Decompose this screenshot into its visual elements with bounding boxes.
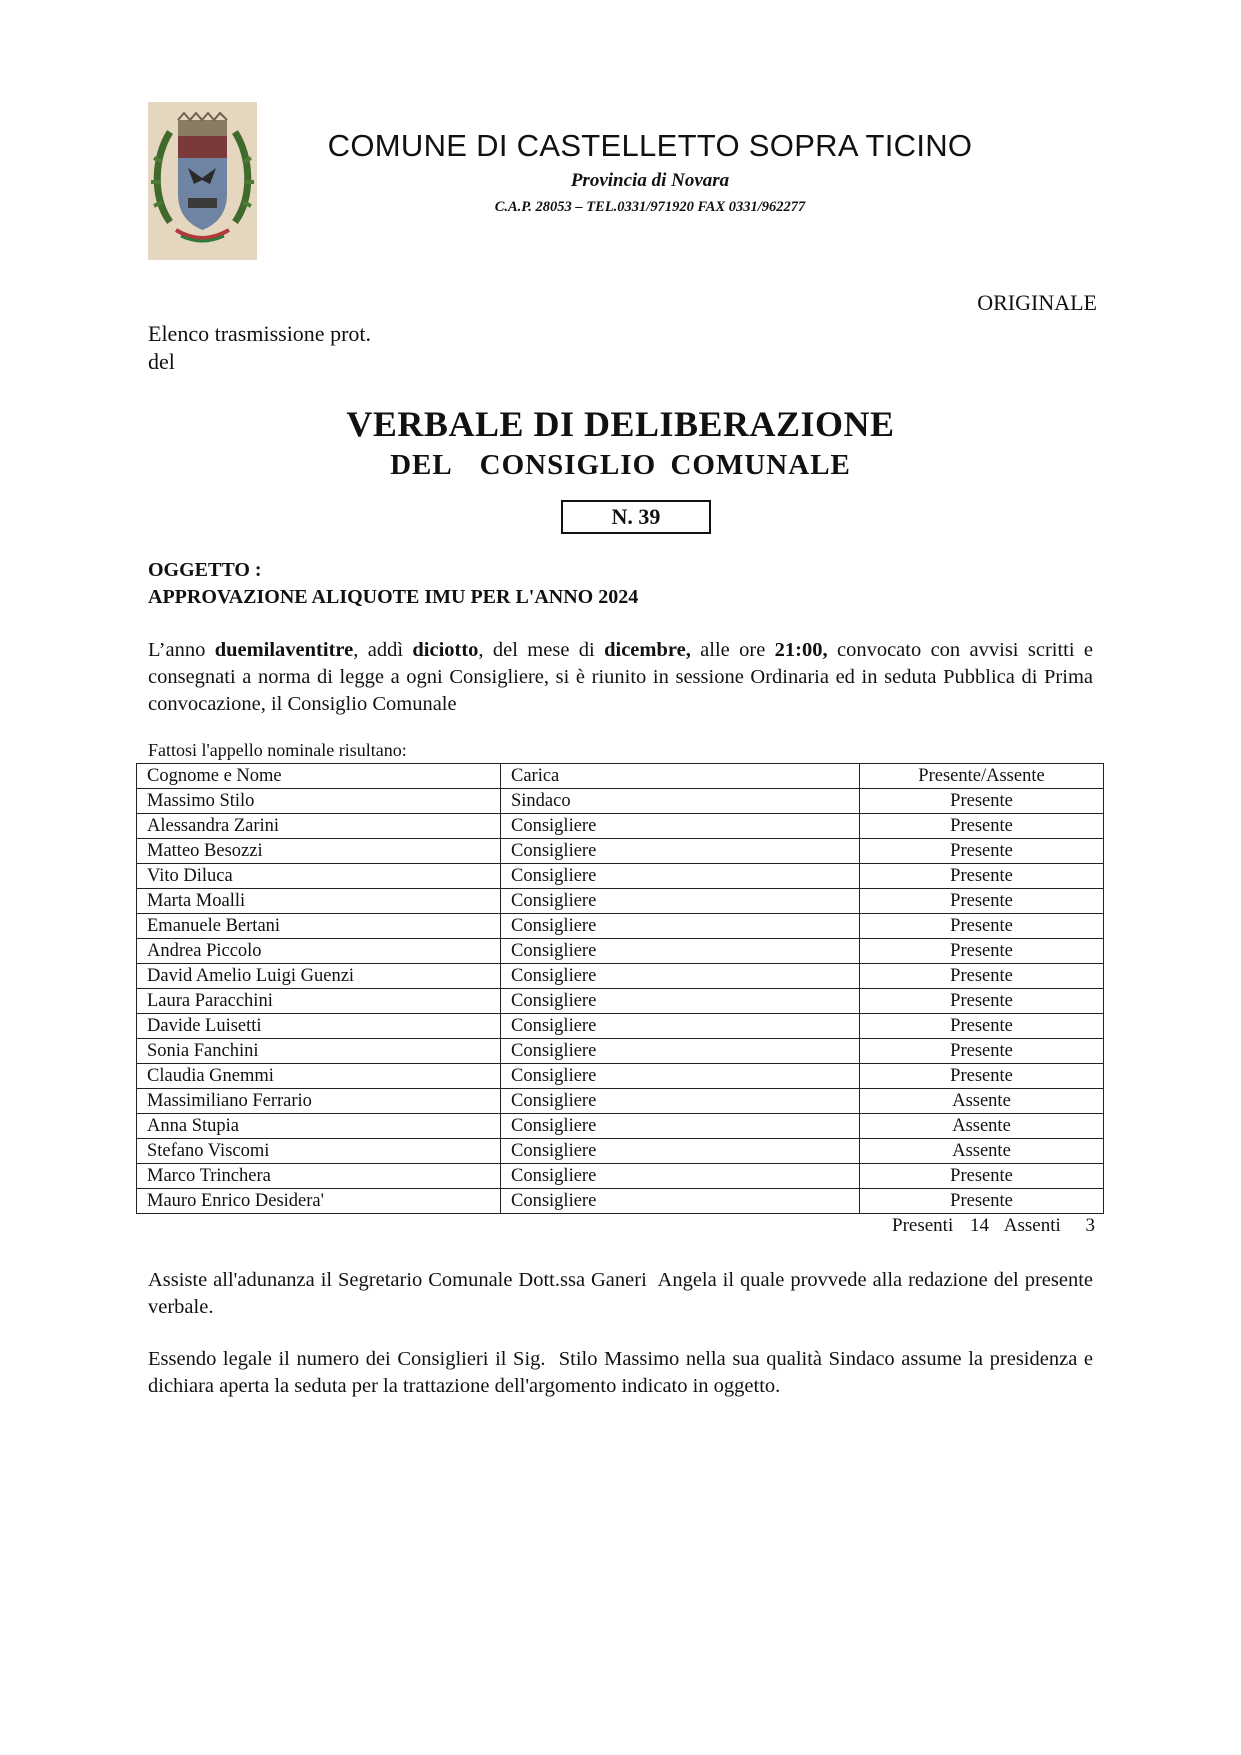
member-role: Consigliere bbox=[501, 939, 860, 964]
member-name: Massimiliano Ferrario bbox=[137, 1089, 501, 1114]
header-cognome-nome: Cognome e Nome bbox=[137, 764, 501, 789]
member-role: Consigliere bbox=[501, 1064, 860, 1089]
member-role: Consigliere bbox=[501, 1039, 860, 1064]
member-name: David Amelio Luigi Guenzi bbox=[137, 964, 501, 989]
member-attendance: Presente bbox=[860, 1014, 1104, 1039]
oggetto-text: APPROVAZIONE ALIQUOTE IMU PER L'ANNO 2024 bbox=[148, 586, 639, 608]
member-name: Andrea Piccolo bbox=[137, 939, 501, 964]
table-row bbox=[137, 1139, 1104, 1164]
intro-paragraph bbox=[148, 637, 1093, 718]
table-header-row bbox=[137, 764, 1104, 789]
member-name: Marta Moalli bbox=[137, 889, 501, 914]
table-row bbox=[137, 989, 1104, 1014]
table-row bbox=[137, 939, 1104, 964]
essendo-paragraph: Essendo legale il numero dei Consiglieri il Sig. Stilo Massimo nella sua qualità Sindaco assume la presidenza e dichiara aperta la seduta per la trattazione dell'argomento indicato in oggetto. bbox=[148, 1348, 1099, 1397]
header-carica: Carica bbox=[501, 764, 860, 789]
member-role: Consigliere bbox=[501, 1014, 860, 1039]
intro-time: 21:00, bbox=[774, 639, 828, 661]
member-role: Consigliere bbox=[501, 864, 860, 889]
member-name: Massimo Stilo bbox=[137, 789, 501, 814]
table-row bbox=[137, 964, 1104, 989]
table-row bbox=[137, 914, 1104, 939]
assenti-count: 3 bbox=[1085, 1215, 1095, 1236]
table-row bbox=[137, 1114, 1104, 1139]
member-attendance: Presente bbox=[860, 1064, 1104, 1089]
table-row bbox=[137, 864, 1104, 889]
member-role: Consigliere bbox=[501, 839, 860, 864]
member-attendance: Presente bbox=[860, 964, 1104, 989]
member-role: Consigliere bbox=[501, 914, 860, 939]
intro-text-d: alle ore bbox=[690, 639, 775, 661]
appello-label: Fattosi l'appello nominale risultano: bbox=[148, 740, 407, 760]
member-name: Stefano Viscomi bbox=[137, 1139, 501, 1164]
originale-label: ORIGINALE bbox=[977, 290, 1097, 315]
member-attendance: Presente bbox=[860, 839, 1104, 864]
member-name: Davide Luisetti bbox=[137, 1014, 501, 1039]
table-row bbox=[137, 1089, 1104, 1114]
member-name: Marco Trinchera bbox=[137, 1164, 501, 1189]
member-attendance: Presente bbox=[860, 939, 1104, 964]
member-name: Laura Paracchini bbox=[137, 989, 501, 1014]
presenti-count: 14 bbox=[970, 1215, 989, 1236]
municipal-crest-icon bbox=[148, 102, 257, 260]
member-name: Vito Diluca bbox=[137, 864, 501, 889]
member-name: Emanuele Bertani bbox=[137, 914, 501, 939]
intro-year: duemilaventitre bbox=[214, 639, 354, 661]
presenti-label: Presenti bbox=[892, 1215, 954, 1236]
table-row bbox=[137, 789, 1104, 814]
member-role: Sindaco bbox=[501, 789, 860, 814]
member-role: Consigliere bbox=[501, 1114, 860, 1139]
header-presente-assente: Presente/Assente bbox=[860, 764, 1104, 789]
member-role: Consigliere bbox=[501, 964, 860, 989]
member-role: Consigliere bbox=[501, 889, 860, 914]
table-row bbox=[137, 1014, 1104, 1039]
oggetto-label: OGGETTO : bbox=[148, 559, 262, 581]
deliberation-number: N. 39 bbox=[561, 500, 711, 534]
member-attendance: Assente bbox=[860, 1139, 1104, 1164]
member-attendance: Presente bbox=[860, 989, 1104, 1014]
member-role: Consigliere bbox=[501, 1189, 860, 1214]
member-name: Sonia Fanchini bbox=[137, 1039, 501, 1064]
contact-info: C.A.P. 28053 – TEL.0331/971920 FAX 0331/962277 bbox=[494, 199, 806, 215]
member-name: Claudia Gnemmi bbox=[137, 1064, 501, 1089]
table-row bbox=[137, 1039, 1104, 1064]
intro-text-b: , addì bbox=[353, 639, 413, 661]
member-name: Alessandra Zarini bbox=[137, 814, 501, 839]
member-role: Consigliere bbox=[501, 814, 860, 839]
oggetto-block bbox=[148, 557, 638, 611]
member-role: Consigliere bbox=[501, 989, 860, 1014]
member-attendance: Presente bbox=[860, 814, 1104, 839]
table-row bbox=[137, 889, 1104, 914]
table-row bbox=[137, 814, 1104, 839]
member-attendance: Assente bbox=[860, 1089, 1104, 1114]
member-attendance: Assente bbox=[860, 1114, 1104, 1139]
document-subtitle: DEL CONSIGLIO COMUNALE bbox=[390, 449, 851, 481]
member-attendance: Presente bbox=[860, 789, 1104, 814]
elenco-line-2: del bbox=[148, 349, 175, 374]
attendance-table bbox=[136, 763, 1104, 1214]
member-attendance: Presente bbox=[860, 914, 1104, 939]
document-title: VERBALE DI DELIBERAZIONE bbox=[346, 404, 895, 444]
table-row bbox=[137, 1064, 1104, 1089]
table-row bbox=[137, 839, 1104, 864]
member-attendance: Presente bbox=[860, 864, 1104, 889]
member-attendance: Presente bbox=[860, 1189, 1104, 1214]
attendance-totals bbox=[892, 1215, 1095, 1237]
member-role: Consigliere bbox=[501, 1139, 860, 1164]
elenco-line-1: Elenco trasmissione prot. bbox=[148, 321, 372, 346]
intro-text-c: , del mese di bbox=[478, 639, 605, 661]
member-name: Matteo Besozzi bbox=[137, 839, 501, 864]
province-name: Provincia di Novara bbox=[570, 170, 730, 191]
table-row bbox=[137, 1164, 1104, 1189]
municipality-name: COMUNE DI CASTELLETTO SOPRA TICINO bbox=[327, 128, 973, 163]
member-role: Consigliere bbox=[501, 1089, 860, 1114]
intro-month: dicembre, bbox=[604, 639, 691, 661]
member-name: Mauro Enrico Desidera' bbox=[137, 1189, 501, 1214]
intro-day: diciotto bbox=[412, 639, 479, 661]
intro-text-a: L’anno bbox=[148, 639, 215, 661]
table-row bbox=[137, 1189, 1104, 1214]
elenco-block bbox=[148, 320, 371, 376]
member-name: Anna Stupia bbox=[137, 1114, 501, 1139]
assenti-label: Assenti bbox=[1003, 1215, 1061, 1236]
member-attendance: Presente bbox=[860, 1039, 1104, 1064]
member-attendance: Presente bbox=[860, 889, 1104, 914]
member-role: Consigliere bbox=[501, 1164, 860, 1189]
assiste-paragraph: Assiste all'adunanza il Segretario Comunale Dott.ssa Ganeri Angela il quale provvede alla redazione del presente verbale. bbox=[148, 1269, 1099, 1318]
intro-text-e: convocato con avvisi scritti e consegnati a norma di legge a ogni Consigliere, si è riunito in sessione Ordinaria ed in seduta Pubblica di Prima convocazione, il Consiglio Comunale bbox=[148, 639, 1094, 715]
member-attendance: Presente bbox=[860, 1164, 1104, 1189]
